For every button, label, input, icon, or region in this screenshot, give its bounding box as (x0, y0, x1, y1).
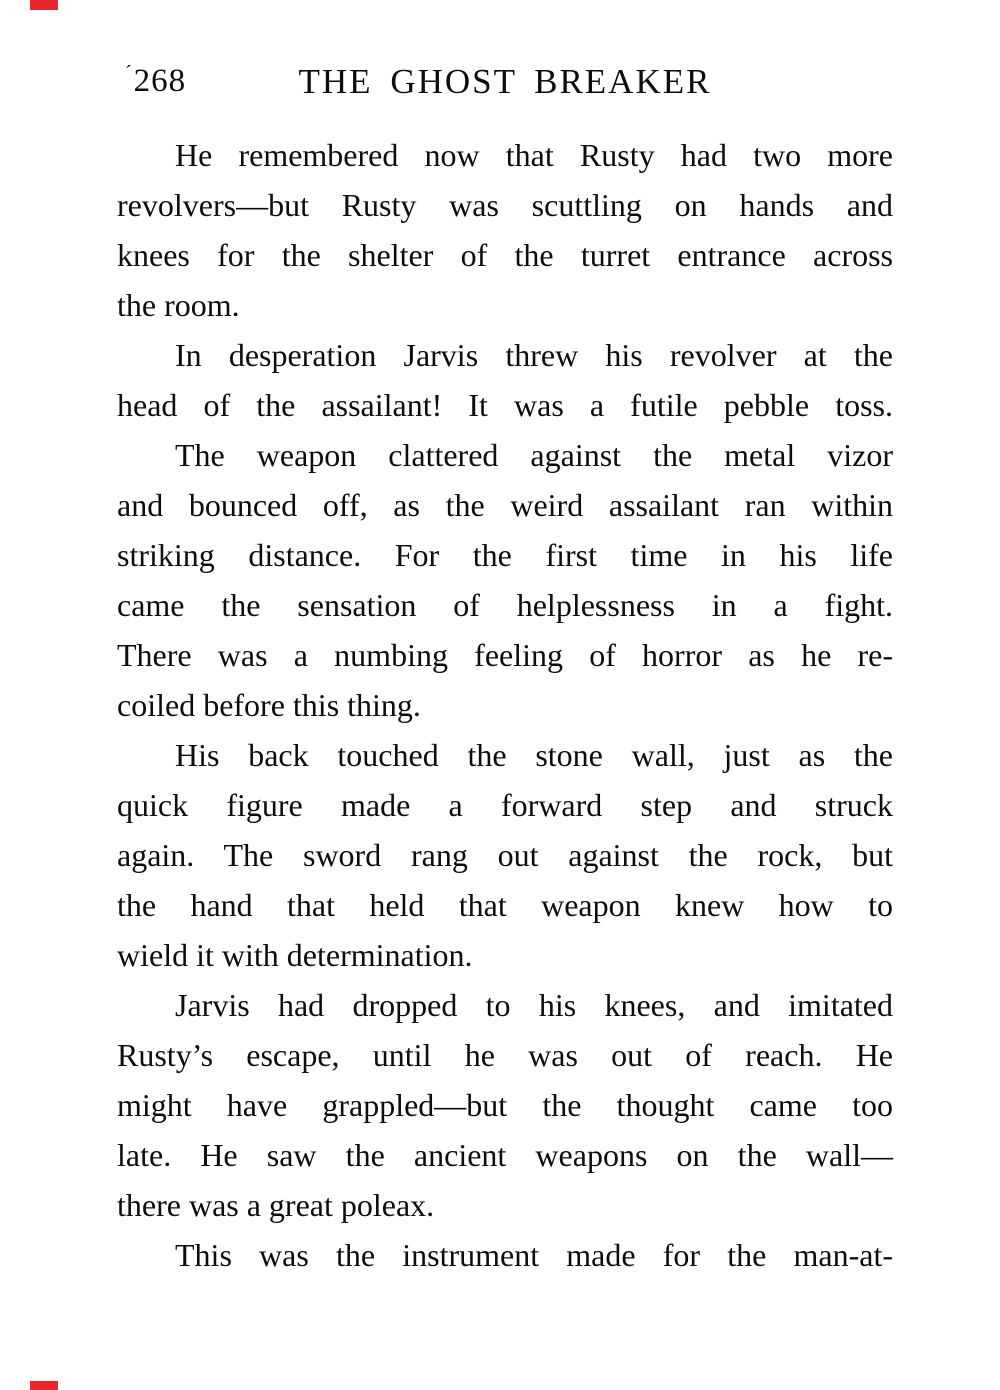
page-header (117, 62, 893, 110)
page-body (117, 130, 893, 1280)
text-line: In desperation Jarvis threw his revolver at the (175, 337, 893, 373)
text-line: Rusty’s escape, until he was out of reach. He (117, 1037, 893, 1073)
page-number-text: 268 (133, 63, 187, 99)
text-line: came the sensation of helplessness in a fight. (117, 587, 893, 623)
text-line: might have grappled—but the thought came too (117, 1087, 893, 1123)
scan-tick-mark: ´ (125, 62, 133, 84)
text-line: wield it with determination. (117, 937, 473, 973)
text-line: The weapon clattered against the metal vizor (175, 437, 893, 473)
scan-artifact-top (30, 0, 58, 10)
text-line: revolvers—but Rusty was scuttling on hands and (117, 187, 893, 223)
text-line: He remembered now that Rusty had two more (175, 137, 893, 173)
text-line: coiled before this thing. (117, 687, 421, 723)
text-line: again. The sword rang out against the rock, but (117, 837, 893, 873)
text-line: Jarvis had dropped to his knees, and imitated (175, 987, 893, 1023)
page-title: THE GHOST BREAKER (298, 62, 712, 101)
text-line: striking distance. For the first time in his life (117, 537, 893, 573)
text-line: There was a numbing feeling of horror as he re- (117, 637, 893, 673)
text-line: the room. (117, 287, 240, 323)
text-line: and bounced off, as the weird assailant ran within (117, 487, 893, 523)
text-line: quick figure made a forward step and struck (117, 787, 893, 823)
text-line: there was a great poleax. (117, 1187, 435, 1223)
scan-artifact-bottom (30, 1381, 58, 1390)
text-line: the hand that held that weapon knew how to (117, 887, 893, 923)
text-line: head of the assailant! It was a futile pebble toss. (117, 387, 893, 423)
text-line: knees for the shelter of the turret entrance across (117, 237, 893, 273)
text-line: late. He saw the ancient weapons on the wall— (117, 1137, 893, 1173)
text-line: This was the instrument made for the man-at- (175, 1237, 893, 1273)
text-line: His back touched the stone wall, just as the (175, 737, 893, 773)
